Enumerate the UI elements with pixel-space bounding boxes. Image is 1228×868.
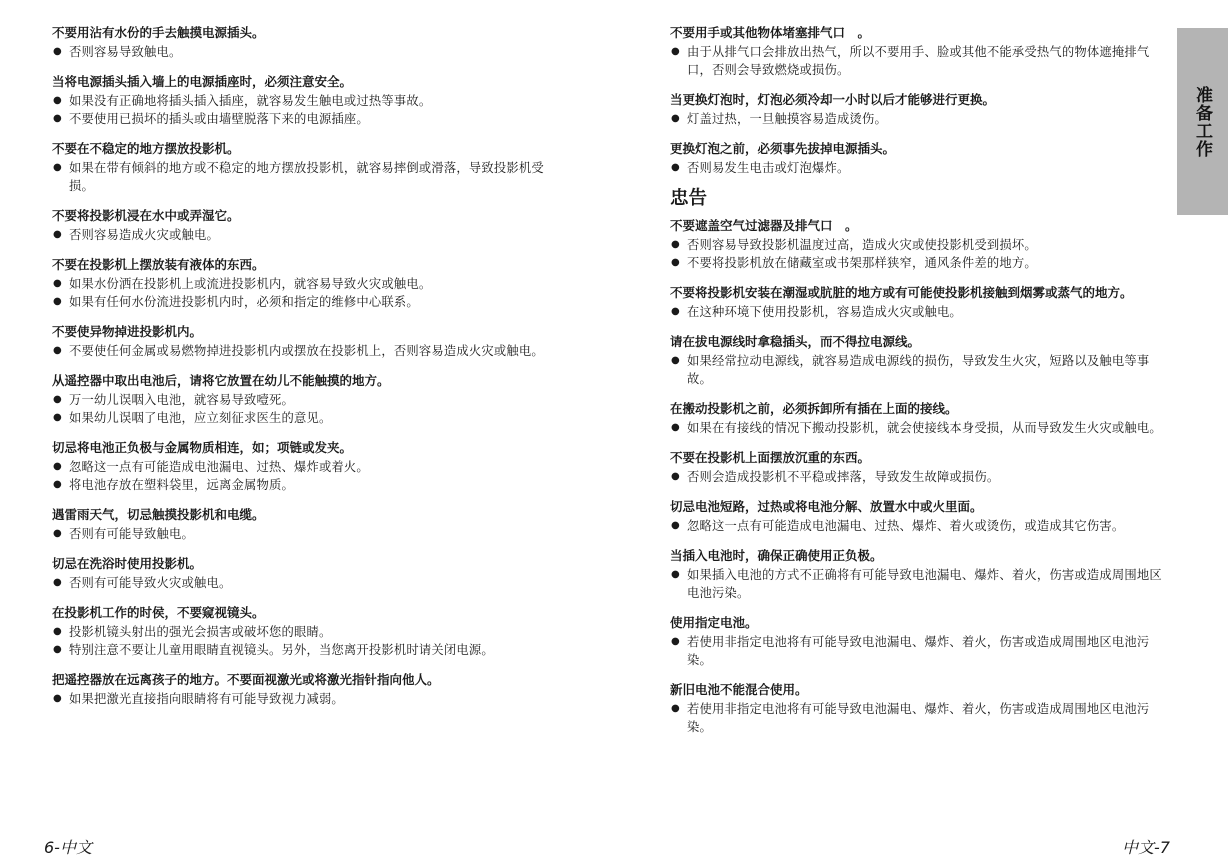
- section-heading: 当将电源插头插入墙上的电源插座时，必须注意安全。: [52, 74, 353, 89]
- right-top-sections: [670, 24, 1172, 177]
- bullet-item: ● 如果插入电池的方式不正确将有可能导致电池漏电、爆炸、着火，伤害或造成周围地区电池污染。: [670, 566, 1172, 602]
- bullet-list: [670, 633, 1172, 669]
- bullet-list: [670, 419, 1172, 437]
- bullet-list: [670, 110, 1172, 128]
- bullet-item: ● 否则有可能导致触电。: [52, 525, 562, 543]
- bullet-list: [52, 690, 562, 708]
- chapter-tab-label: 准备工作: [1192, 86, 1212, 158]
- section-heading: 切忌电池短路，过热或将电池分解、放置水中或火里面。: [670, 499, 983, 514]
- section-heading: 不要将投影机浸在水中或弄湿它。: [52, 208, 240, 223]
- bullet-list: [670, 352, 1172, 388]
- bullet-list: [52, 43, 562, 61]
- bullet-item: ● 忽略这一点有可能造成电池漏电、过热、爆炸、着火或烫伤，或造成其它伤害。: [670, 517, 1172, 535]
- caution-sections: [670, 217, 1172, 736]
- bullet-item: ● 否则有可能导致火灾或触电。: [52, 574, 562, 592]
- bullet-list: [670, 43, 1172, 79]
- bullet-item: ● 投影机镜头射出的强光会损害或破坏您的眼睛。: [52, 623, 562, 641]
- section-heading: 不要将投影机安装在潮湿或肮脏的地方或有可能使投影机接触到烟雾或蒸气的地方。: [670, 285, 1133, 300]
- bullet-item: ● 如果水份洒在投影机上或流进投影机内，就容易导致火灾或触电。: [52, 275, 562, 293]
- bullet-item: ● 特别注意不要让儿童用眼睛直视镜头。另外，当您离开投影机时请关闭电源。: [52, 641, 562, 659]
- bullet-item: ● 万一幼儿误咽入电池，就容易导致噎死。: [52, 391, 562, 409]
- caution-title: 忠告: [670, 188, 708, 209]
- section-heading: 不要用手或其他物体堵塞排气口 。: [670, 25, 871, 40]
- warning-section: [670, 24, 1172, 79]
- bullet-list: [670, 303, 1172, 321]
- warning-section: [670, 217, 1172, 272]
- bullet-item: ● 在这种环境下使用投影机，容易造成火灾或触电。: [670, 303, 1172, 321]
- bullet-item: ● 不要使任何金属或易燃物掉进投影机内或摆放在投影机上，否则容易造成火灾或触电。: [52, 342, 562, 360]
- warning-section: [670, 449, 1172, 486]
- bullet-list: [52, 574, 562, 592]
- bullet-item: ● 由于从排气口会排放出热气，所以不要用手、脸或其他不能承受热气的物体遮掩排气口，否则会导致燃烧或损伤。: [670, 43, 1172, 79]
- bullet-list: [52, 342, 562, 360]
- bullet-item: ● 忽略这一点有可能造成电池漏电、过热、爆炸或着火。: [52, 458, 562, 476]
- section-heading: 不要在投影机上面摆放沉重的东西。: [670, 450, 871, 465]
- warning-section: [670, 681, 1172, 736]
- bullet-list: [52, 458, 562, 494]
- bullet-item: ● 如果没有正确地将插头插入插座，就容易发生触电或过热等事故。: [52, 92, 562, 110]
- page-number-right: 中文-7: [1122, 838, 1170, 857]
- bullet-item: ● 如果有任何水份流进投影机内时，必须和指定的维修中心联系。: [52, 293, 562, 311]
- warning-section: [52, 439, 562, 494]
- bullet-list: [670, 700, 1172, 736]
- warning-section: [670, 400, 1172, 437]
- warning-section: [670, 333, 1172, 388]
- bullet-item: ● 将电池存放在塑料袋里，远离金属物质。: [52, 476, 562, 494]
- section-heading: 在搬动投影机之前，必须拆卸所有插在上面的接线。: [670, 401, 958, 416]
- left-column: [52, 24, 562, 720]
- bullet-item: ● 如果经常拉动电源线，就容易造成电源线的损伤，导致发生火灾，短路以及触电等事故。: [670, 352, 1172, 388]
- warning-section: [670, 140, 1172, 177]
- warning-section: [670, 614, 1172, 669]
- bullet-item: ● 否则会造成投影机不平稳或摔落，导致发生故障或损伤。: [670, 468, 1172, 486]
- bullet-list: [670, 517, 1172, 535]
- bullet-item: ● 如果幼儿误咽了电池，应立刻征求医生的意见。: [52, 409, 562, 427]
- section-heading: 不要遮盖空气过滤器及排气口 。: [670, 218, 858, 233]
- bullet-list: [670, 566, 1172, 602]
- warning-section: [670, 284, 1172, 321]
- bullet-list: [52, 623, 562, 659]
- section-heading: 当插入电池时，确保正确使用正负极。: [670, 548, 883, 563]
- bullet-item: ● 否则容易导致投影机温度过高，造成火灾或使投影机受到损坏。: [670, 236, 1172, 254]
- bullet-item: ● 否则容易造成火灾或触电。: [52, 226, 562, 244]
- warning-section: [52, 555, 562, 592]
- warning-section: [52, 73, 562, 128]
- bullet-item: ● 否则容易导致触电。: [52, 43, 562, 61]
- section-heading: 使用指定电池。: [670, 615, 758, 630]
- bullet-item: ● 如果在有接线的情况下搬动投影机，就会使接线本身受损，从而导致发生火灾或触电。: [670, 419, 1172, 437]
- warning-section: [670, 547, 1172, 602]
- warning-section: [52, 256, 562, 311]
- warning-section: [52, 140, 562, 195]
- warning-section: [670, 498, 1172, 535]
- bullet-list: [670, 468, 1172, 486]
- warning-section: [52, 323, 562, 360]
- warning-section: [52, 604, 562, 659]
- warning-section: [52, 207, 562, 244]
- bullet-list: [52, 159, 562, 195]
- bullet-list: [52, 525, 562, 543]
- section-heading: 从遥控器中取出电池后，请将它放置在幼儿不能触摸的地方。: [52, 373, 390, 388]
- bullet-item: ● 若使用非指定电池将有可能导致电池漏电、爆炸、着火，伤害或造成周围地区电池污染。: [670, 700, 1172, 736]
- warning-section: [52, 24, 562, 61]
- section-heading: 更换灯泡之前，必须事先拔掉电源插头。: [670, 141, 896, 156]
- section-heading: 不要使异物掉进投影机内。: [52, 324, 203, 339]
- bullet-item: ● 如果把激光直接指向眼睛将有可能导致视力减弱。: [52, 690, 562, 708]
- bullet-list: [52, 226, 562, 244]
- section-heading: 请在拔电源线时拿稳插头，而不得拉电源线。: [670, 334, 921, 349]
- section-heading: 在投影机工作的时侯，不要窥视镜头。: [52, 605, 265, 620]
- chapter-side-tab: [1177, 28, 1228, 215]
- right-column: [670, 24, 1172, 748]
- bullet-list: [670, 236, 1172, 272]
- bullet-list: [52, 391, 562, 427]
- bullet-item: ● 否则易发生电击或灯泡爆炸。: [670, 159, 1172, 177]
- warning-section: [52, 506, 562, 543]
- section-heading: 切忌将电池正负极与金属物质相连，如；项链或发夹。: [52, 440, 353, 455]
- warning-section: [670, 91, 1172, 128]
- section-heading: 不要在不稳定的地方摆放投影机。: [52, 141, 240, 156]
- page-number-left: 6-中文: [44, 838, 92, 857]
- section-heading: 不要用沾有水份的手去触摸电源插头。: [52, 25, 265, 40]
- section-heading: 新旧电池不能混合使用。: [670, 682, 808, 697]
- bullet-item: ● 不要将投影机放在储藏室或书架那样狭窄，通风条件差的地方。: [670, 254, 1172, 272]
- section-heading: 不要在投影机上摆放装有液体的东西。: [52, 257, 265, 272]
- bullet-item: ● 若使用非指定电池将有可能导致电池漏电、爆炸、着火，伤害或造成周围地区电池污染。: [670, 633, 1172, 669]
- bullet-list: [52, 92, 562, 128]
- bullet-list: [52, 275, 562, 311]
- warning-section: [52, 372, 562, 427]
- section-heading: 把遥控器放在远离孩子的地方。不要面视激光或将激光指针指向他人。: [52, 672, 440, 687]
- section-heading: 遇雷雨天气，切忌触摸投影机和电缆。: [52, 507, 265, 522]
- section-heading: 切忌在洗浴时使用投影机。: [52, 556, 203, 571]
- bullet-item: ● 灯盖过热，一旦触摸容易造成烫伤。: [670, 110, 1172, 128]
- section-heading: 当更换灯泡时，灯泡必须冷却一小时以后才能够进行更换。: [670, 92, 996, 107]
- warning-section: [52, 671, 562, 708]
- bullet-list: [670, 159, 1172, 177]
- bullet-item: ● 不要使用已损坏的插头或由墙壁脱落下来的电源插座。: [52, 110, 562, 128]
- bullet-item: ● 如果在带有倾斜的地方或不稳定的地方摆放投影机，就容易摔倒或滑落，导致投影机受损。: [52, 159, 562, 195]
